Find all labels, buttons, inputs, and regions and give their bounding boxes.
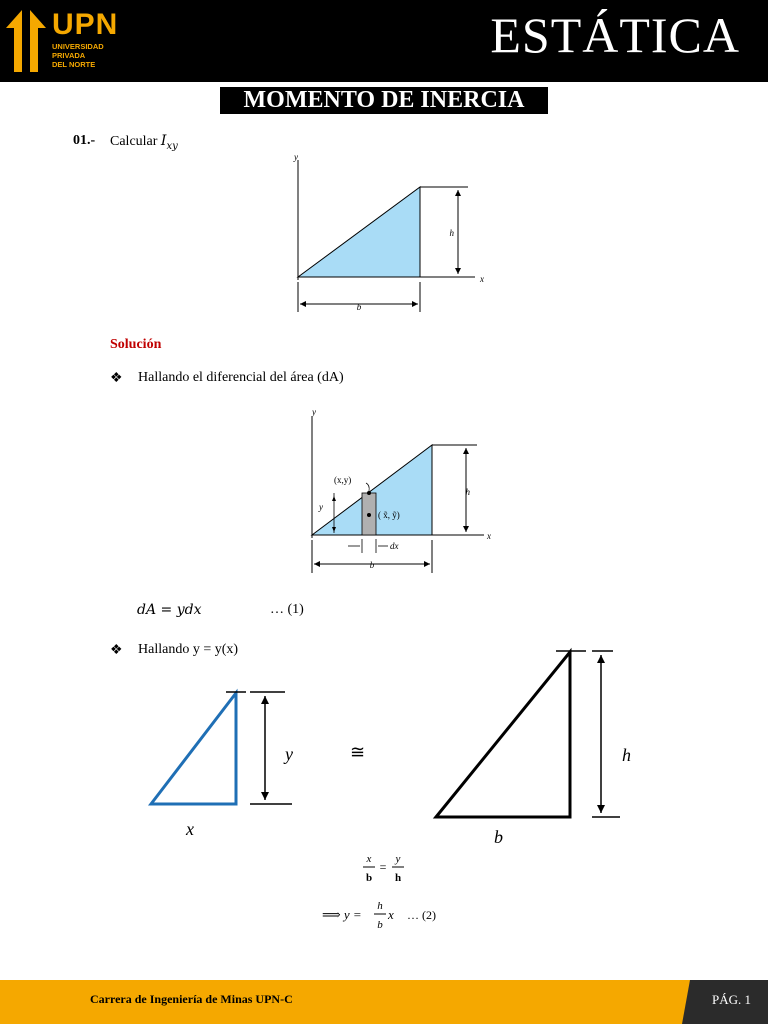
bullet-icon: ❖ xyxy=(110,643,123,658)
big-b-label: b xyxy=(494,827,503,847)
fig1-h-label: h xyxy=(449,228,454,238)
figure-big-triangle xyxy=(430,645,650,845)
equation-1-ref: … (1) xyxy=(270,602,304,617)
svg-text:⟹ y =: ⟹ y = xyxy=(322,907,362,922)
big-h-label: h xyxy=(622,745,631,765)
fig2-y-axis-label: y xyxy=(312,407,316,417)
page-number: PÁG. 1 xyxy=(712,992,752,1007)
congruent-symbol: ≅ xyxy=(350,742,366,762)
fig2-y-label: y xyxy=(319,502,323,512)
fig2-point-label: (x,y) xyxy=(334,475,352,485)
problem-number: 01.- xyxy=(73,133,96,148)
svg-text:=: = xyxy=(379,860,387,874)
step-1-text: Hallando el diferencial del área (dA) xyxy=(138,370,344,385)
fig1-x-axis-label: x xyxy=(480,274,484,284)
svg-text:y: y xyxy=(395,853,401,865)
svg-text:h: h xyxy=(394,872,402,884)
problem-statement: Calcular $I_{xy}$ xyxy=(110,133,178,152)
fig2-dx-label: dx xyxy=(390,541,399,551)
solution-label: Solución xyxy=(110,337,162,352)
logo-subtitle: UNIVERSIDAD PRIVADA DEL NORTE xyxy=(52,42,104,69)
svg-text:h: h xyxy=(377,900,383,912)
fig1-b-label: b xyxy=(356,302,362,312)
small-y-label: y xyxy=(285,744,293,764)
logo-name: UPN xyxy=(52,8,119,41)
bullet-icon: ❖ xyxy=(110,371,123,386)
fig2-centroid-label: ( x̃, ỹ) xyxy=(378,510,400,520)
figure-small-triangle xyxy=(140,680,293,840)
figure-triangle-1 xyxy=(290,150,490,320)
page-header xyxy=(0,0,768,82)
svg-text:b: b xyxy=(365,872,373,884)
fig2-b-label: b xyxy=(369,560,375,570)
upn-logo-icon xyxy=(2,6,50,76)
page-title: MOMENTO DE INERCIA xyxy=(220,87,548,114)
svg-text:b: b xyxy=(377,919,383,931)
svg-text:x: x xyxy=(388,907,394,922)
footer-text: Carrera de Ingeniería de Minas UPN-C xyxy=(90,992,293,1006)
equation-2 xyxy=(322,896,482,936)
small-x-label: x xyxy=(186,819,194,839)
equation-1: dA = ydx xyxy=(137,602,202,618)
fig2-h-label: h xyxy=(465,487,470,497)
svg-text:x: x xyxy=(366,853,372,865)
course-title: ESTÁTICA xyxy=(490,7,740,63)
fig1-y-axis-label: y xyxy=(294,152,298,162)
equation-ratio xyxy=(360,850,420,890)
step-2-text: Hallando y = y(x) xyxy=(138,642,239,657)
fig2-x-axis-label: x xyxy=(487,531,491,541)
figure-triangle-2 xyxy=(302,405,502,575)
svg-text:… (2): … (2) xyxy=(407,908,436,922)
